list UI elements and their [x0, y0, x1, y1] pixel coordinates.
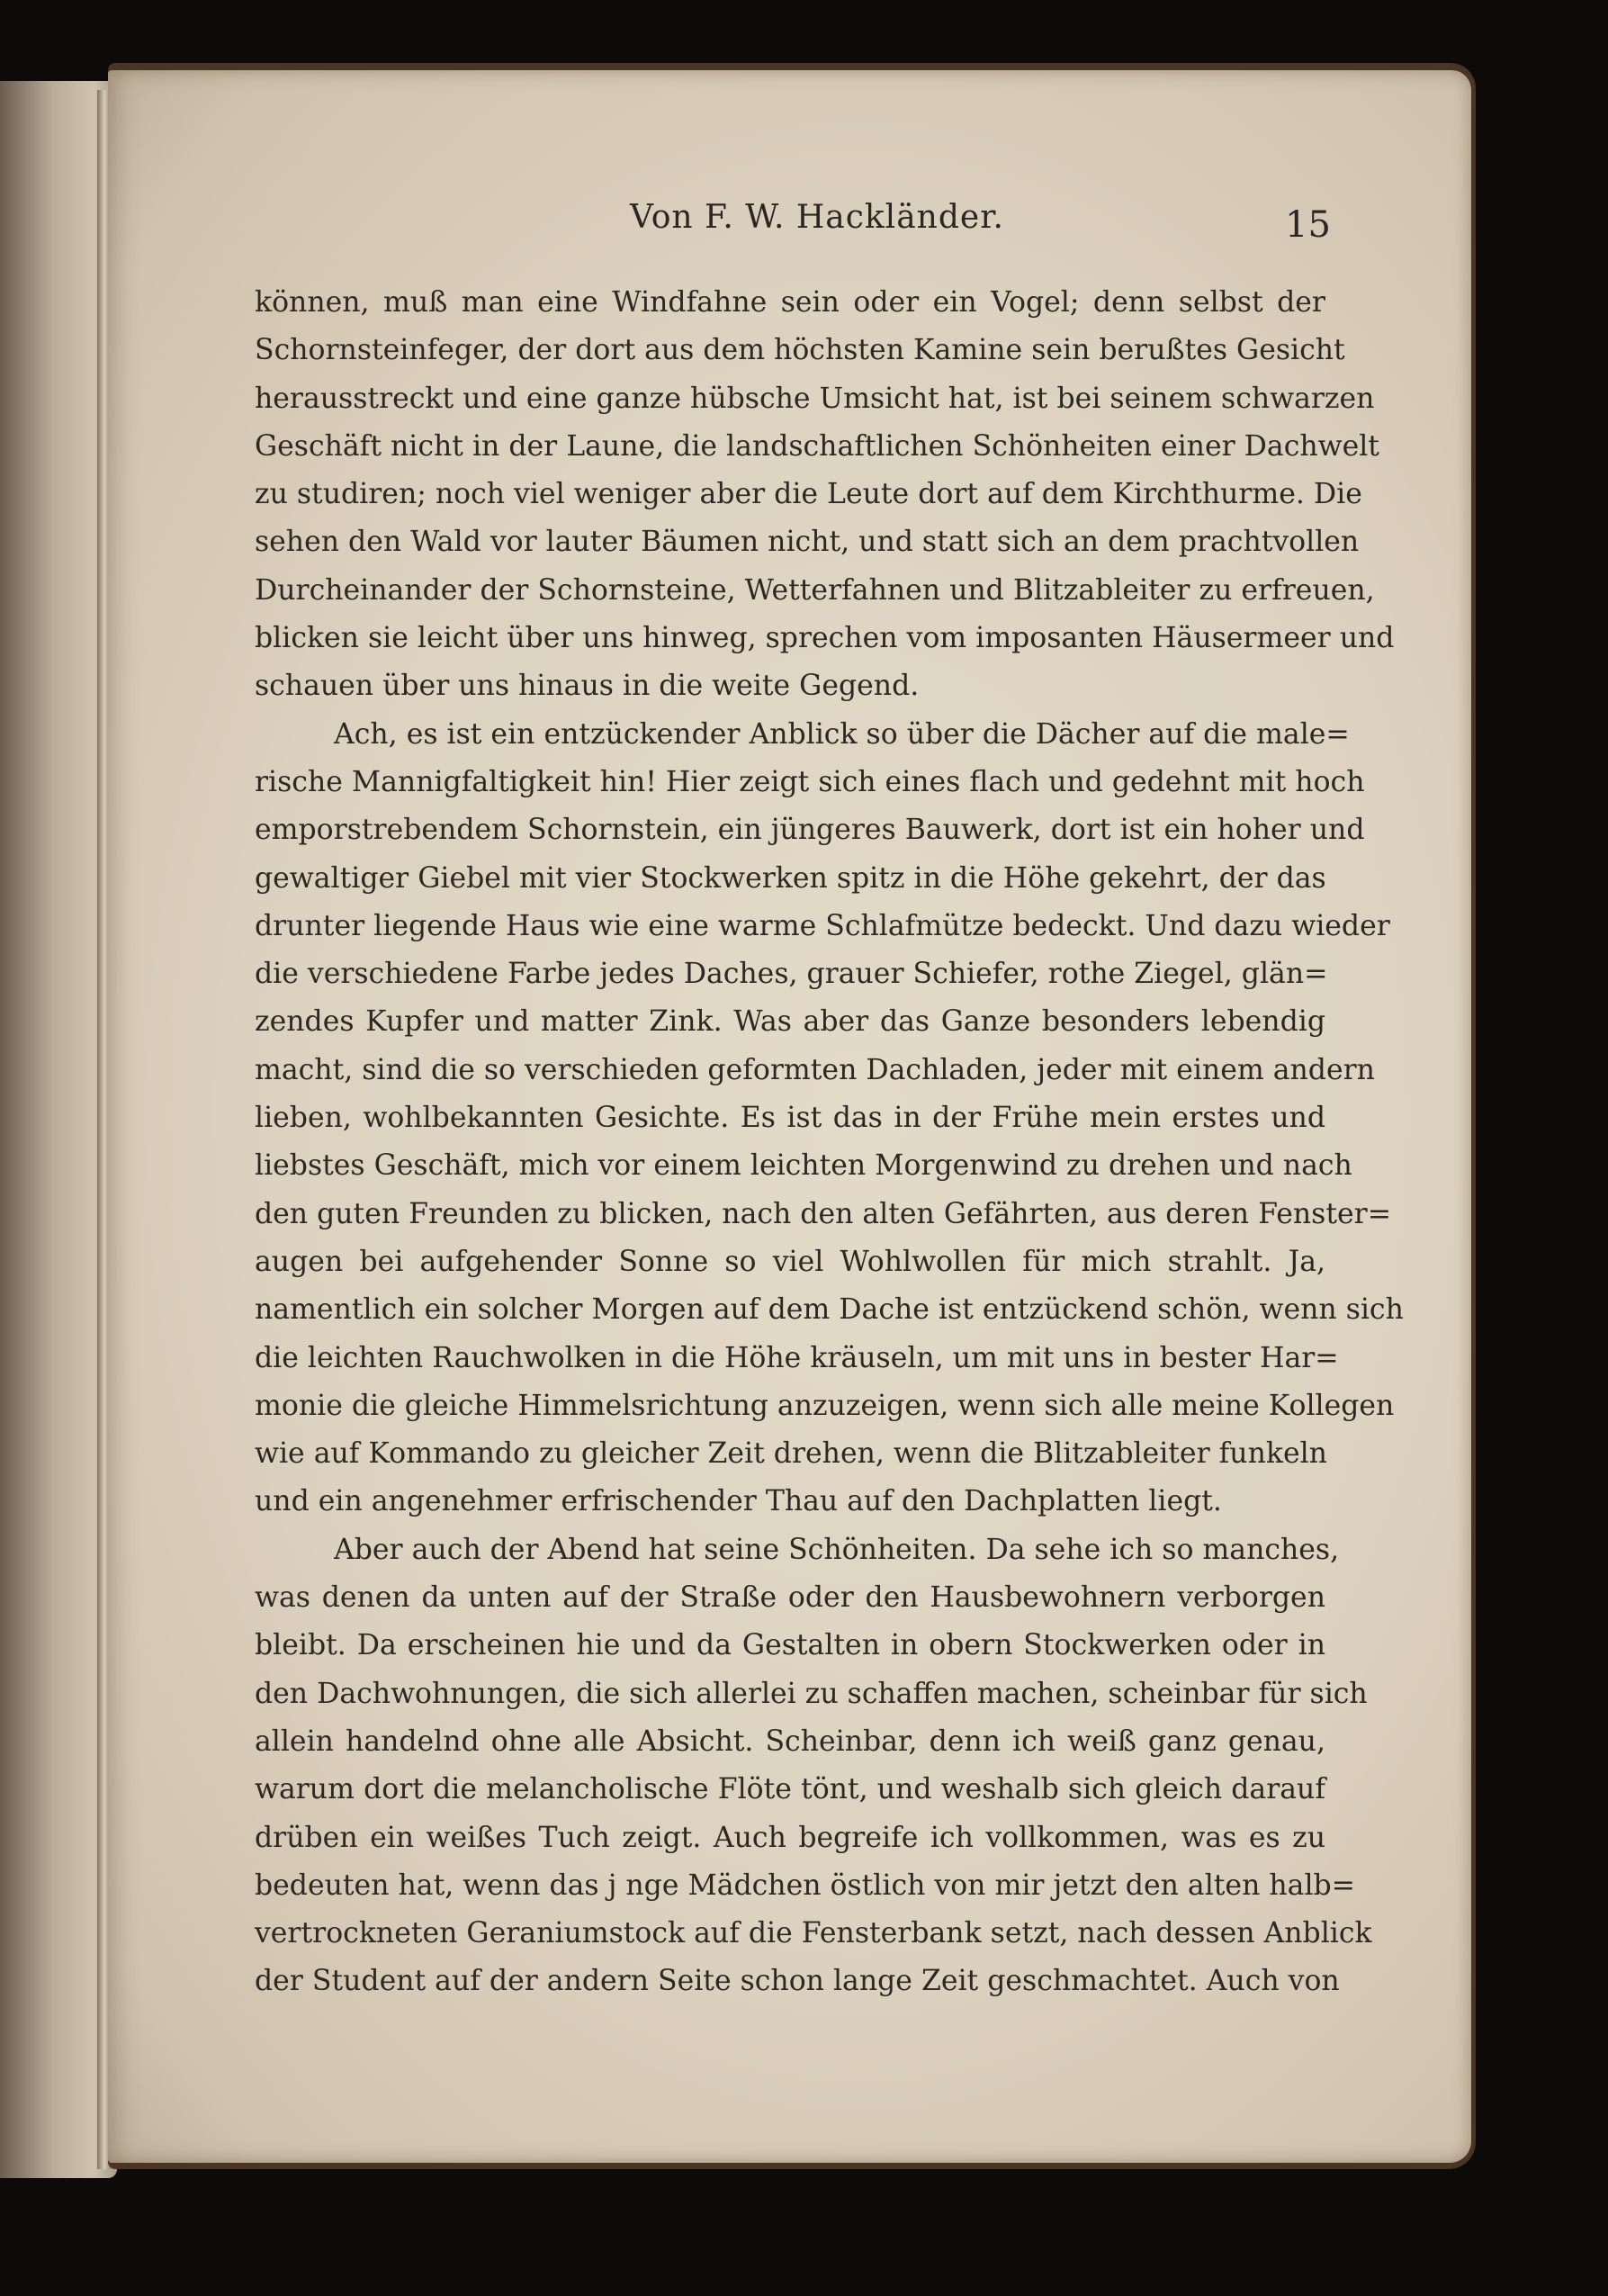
text-line: gewaltiger Giebel mit vier Stockwerken spitz in die Höhe gekehrt, der das — [255, 861, 1326, 895]
text-line: sehen den Wald vor lauter Bäumen nicht, und statt sich an dem prachtvollen — [255, 526, 1360, 559]
text-line: bleibt. Da erscheinen hie und da Gestalten in obern Stockwerken oder in — [255, 1629, 1325, 1662]
text-line: drüben ein weißes Tuch zeigt. Auch begreife ich vollkommen, was es zu — [255, 1821, 1325, 1854]
text-line: Ach, es ist ein entzückender Anblick so über die Dächer auf die male= — [334, 717, 1350, 751]
text-line: Geschäft nicht in der Laune, die landschaftlichen Schönheiten einer Dachwelt — [255, 429, 1379, 463]
text-line: wie auf Kommando zu gleicher Zeit drehen, wenn die Blitzableiter funkeln — [255, 1437, 1327, 1471]
text-line: was denen da unten auf der Straße oder den Hausbewohnern verborgen — [255, 1581, 1325, 1615]
text-line: macht, sind die so verschieden geformten Dachladen, jeder mit einem andern — [255, 1053, 1375, 1086]
body-text — [255, 279, 1404, 2006]
text-line: Schornsteinfeger, der dort aus dem höchsten Kamine sein berußtes Gesicht — [255, 334, 1345, 367]
text-line: liebstes Geschäft, mich vor einem leichten Morgenwind zu drehen und nach — [255, 1149, 1352, 1183]
text-line: blicken sie leicht über uns hinweg, sprechen vom imposanten Häusermeer und — [255, 622, 1395, 655]
text-line: bedeuten hat, wenn das j nge Mädchen östlich von mir jetzt den alten halb= — [255, 1868, 1356, 1902]
text-line: die verschiedene Farbe jedes Daches, grauer Schiefer, rothe Ziegel, glän= — [255, 958, 1328, 991]
text-line: Durcheinander der Schornsteine, Wetterfahnen und Blitzableiter zu erfreuen, — [255, 573, 1375, 607]
text-line: emporstrebendem Schornstein, ein jüngeres Bauwerk, dort ist ein hoher und — [255, 814, 1365, 847]
text-line: warum dort die melancholische Flöte tönt, und weshalb sich gleich darauf — [255, 1773, 1325, 1806]
text-line: zendes Kupfer und matter Zink. Was aber das Ganze besonders lebendig — [255, 1005, 1325, 1039]
running-title: Von F. W. Hackländer. — [630, 199, 1004, 236]
text-line: namentlich ein solcher Morgen auf dem Dache ist entzückend schön, wenn sich — [255, 1293, 1404, 1327]
text-line: herausstreckt und eine ganze hübsche Umsicht hat, ist bei seinem schwarzen — [255, 382, 1375, 415]
text-line: monie die gleiche Himmelsrichtung anzuzeigen, wenn sich alle meine Kollegen — [255, 1389, 1395, 1422]
text-line: vertrockneten Geraniumstock auf die Fensterbank setzt, nach dessen Anblick — [255, 1917, 1372, 1950]
text-line: Aber auch der Abend hat seine Schönheiten. Da sehe ich so manches, — [334, 1533, 1340, 1566]
text-line: lieben, wohlbekannten Gesichte. Es ist das in der Frühe mein erstes und — [255, 1102, 1325, 1135]
page-number: 15 — [1285, 204, 1331, 246]
text-line: drunter liegende Haus wie eine warme Schlafmütze bedeckt. Und dazu wieder — [255, 909, 1390, 942]
text-line: allein handelnd ohne alle Absicht. Scheinbar, denn ich weiß ganz genau, — [255, 1724, 1325, 1758]
text-line: zu studiren; noch viel weniger aber die Leute dort auf dem Kirchthurme. Die — [255, 478, 1362, 511]
text-line: den guten Freunden zu blicken, nach den alten Gefährten, aus deren Fenster= — [255, 1197, 1392, 1230]
text-line: können, muß man eine Windfahne sein oder ein Vogel; denn selbst der — [255, 286, 1325, 319]
text-line: den Dachwohnungen, die sich allerlei zu schaffen machen, scheinbar für sich — [255, 1677, 1368, 1710]
text-line: rische Mannigfaltigkeit hin! Hier zeigt sich eines flach und gedehnt mit hoch — [255, 765, 1365, 798]
text-line: und ein angenehmer erfrischender Thau auf den Dachplatten liegt. — [255, 1485, 1222, 1518]
text-line: augen bei aufgehender Sonne so viel Wohlwollen für mich strahlt. Ja, — [255, 1245, 1325, 1278]
text-line: die leichten Rauchwolken in die Höhe kräuseln, um mit uns in bester Har= — [255, 1341, 1339, 1374]
text-line: der Student auf der andern Seite schon lange Zeit geschmachtet. Auch von — [255, 1965, 1340, 1998]
text-line: schauen über uns hinaus in die weite Gegend. — [255, 670, 920, 703]
page-header — [252, 194, 1332, 248]
